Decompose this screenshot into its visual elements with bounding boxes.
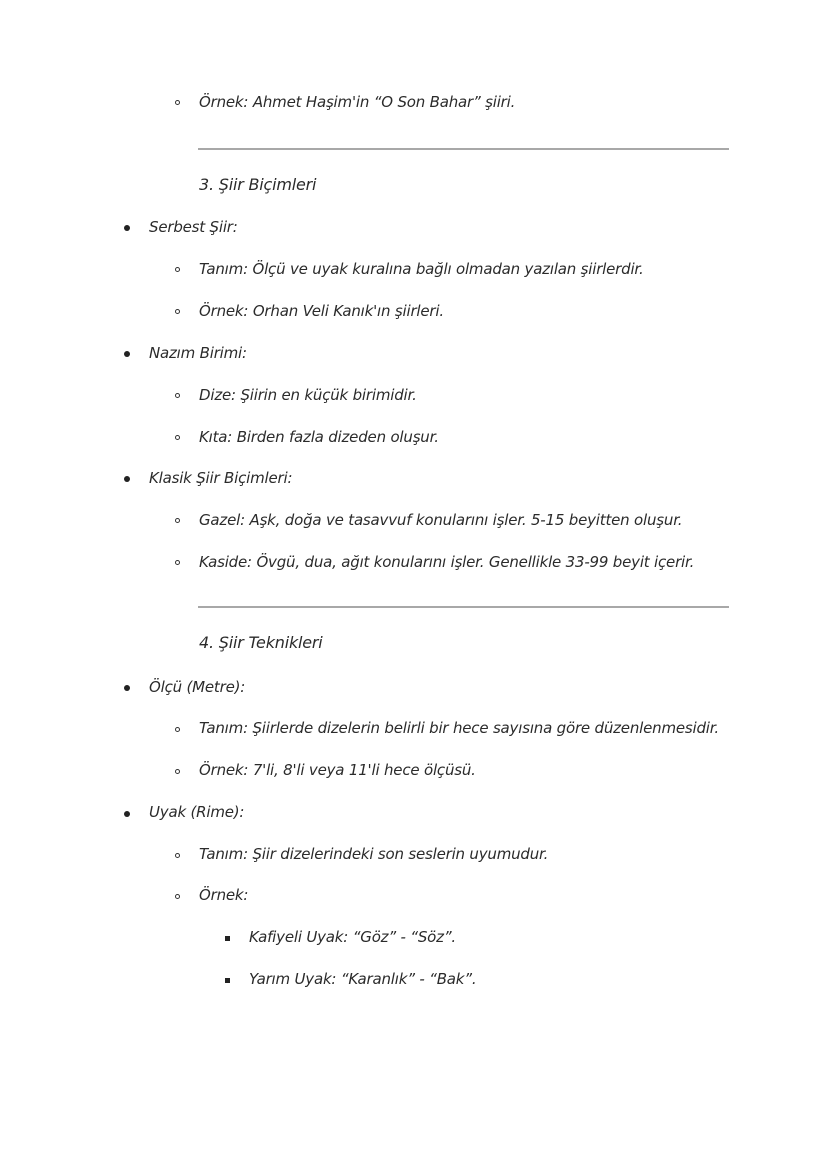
circle-bullet-icon [175, 267, 180, 272]
definition-text: Tanım: Ölçü ve uyak kuralına bağlı olmadan yazılan şiirlerdir. [199, 260, 644, 278]
circle-bullet-icon [175, 727, 180, 732]
list-item-label: Ölçü (Metre): [149, 678, 246, 696]
section-divider [198, 606, 729, 608]
disc-bullet-icon [124, 225, 130, 231]
section-divider [198, 148, 729, 150]
sub-item-text: Kafiyeli Uyak: “Göz” - “Söz”. [249, 928, 456, 946]
disc-bullet-icon [124, 685, 130, 691]
definition-text: Dize: Şiirin en küçük birimidir. [199, 386, 417, 404]
definition-text: Kıta: Birden fazla dizeden oluşur. [199, 428, 439, 446]
circle-bullet-icon [175, 853, 180, 858]
definition-text: Tanım: Şiir dizelerindeki son seslerin uyumudur. [199, 845, 549, 863]
circle-bullet-icon [175, 518, 180, 523]
example-text: Örnek: Orhan Veli Kanık'ın şiirleri. [199, 302, 444, 320]
circle-bullet-icon [175, 435, 180, 440]
list-item-label: Klasik Şiir Biçimleri: [149, 469, 293, 487]
definition-text: Tanım: Şiirlerde dizelerin belirli bir hece sayısına göre düzenlenmesidir. [199, 719, 719, 737]
disc-bullet-icon [124, 811, 130, 817]
section-heading: 3. Şiir Biçimleri [199, 175, 317, 194]
list-item-label: Uyak (Rime): [149, 803, 245, 821]
circle-bullet-icon [175, 393, 180, 398]
section-heading: 4. Şiir Teknikleri [199, 633, 323, 652]
circle-bullet-icon [175, 309, 180, 314]
example-text: Örnek: 7'li, 8'li veya 11'li hece ölçüsü. [199, 761, 476, 779]
square-bullet-icon [225, 936, 230, 941]
disc-bullet-icon [124, 476, 130, 482]
definition-text: Kaside: Övgü, dua, ağıt konularını işler. Genellikle 33-99 beyit içerir. [199, 553, 695, 571]
definition-text: Gazel: Aşk, doğa ve tasavvuf konularını işler. 5-15 beyitten oluşur. [199, 511, 683, 529]
example-text: Örnek: [199, 886, 249, 904]
sub-item-text: Yarım Uyak: “Karanlık” - “Bak”. [249, 970, 477, 988]
circle-bullet-icon [175, 894, 180, 899]
circle-bullet-icon [175, 100, 180, 105]
list-item-label: Serbest Şiir: [149, 218, 238, 236]
example-text: Örnek: Ahmet Haşim'in “O Son Bahar” şiiri. [199, 93, 516, 111]
circle-bullet-icon [175, 560, 180, 565]
circle-bullet-icon [175, 769, 180, 774]
list-item-label: Nazım Birimi: [149, 344, 247, 362]
disc-bullet-icon [124, 351, 130, 357]
square-bullet-icon [225, 978, 230, 983]
